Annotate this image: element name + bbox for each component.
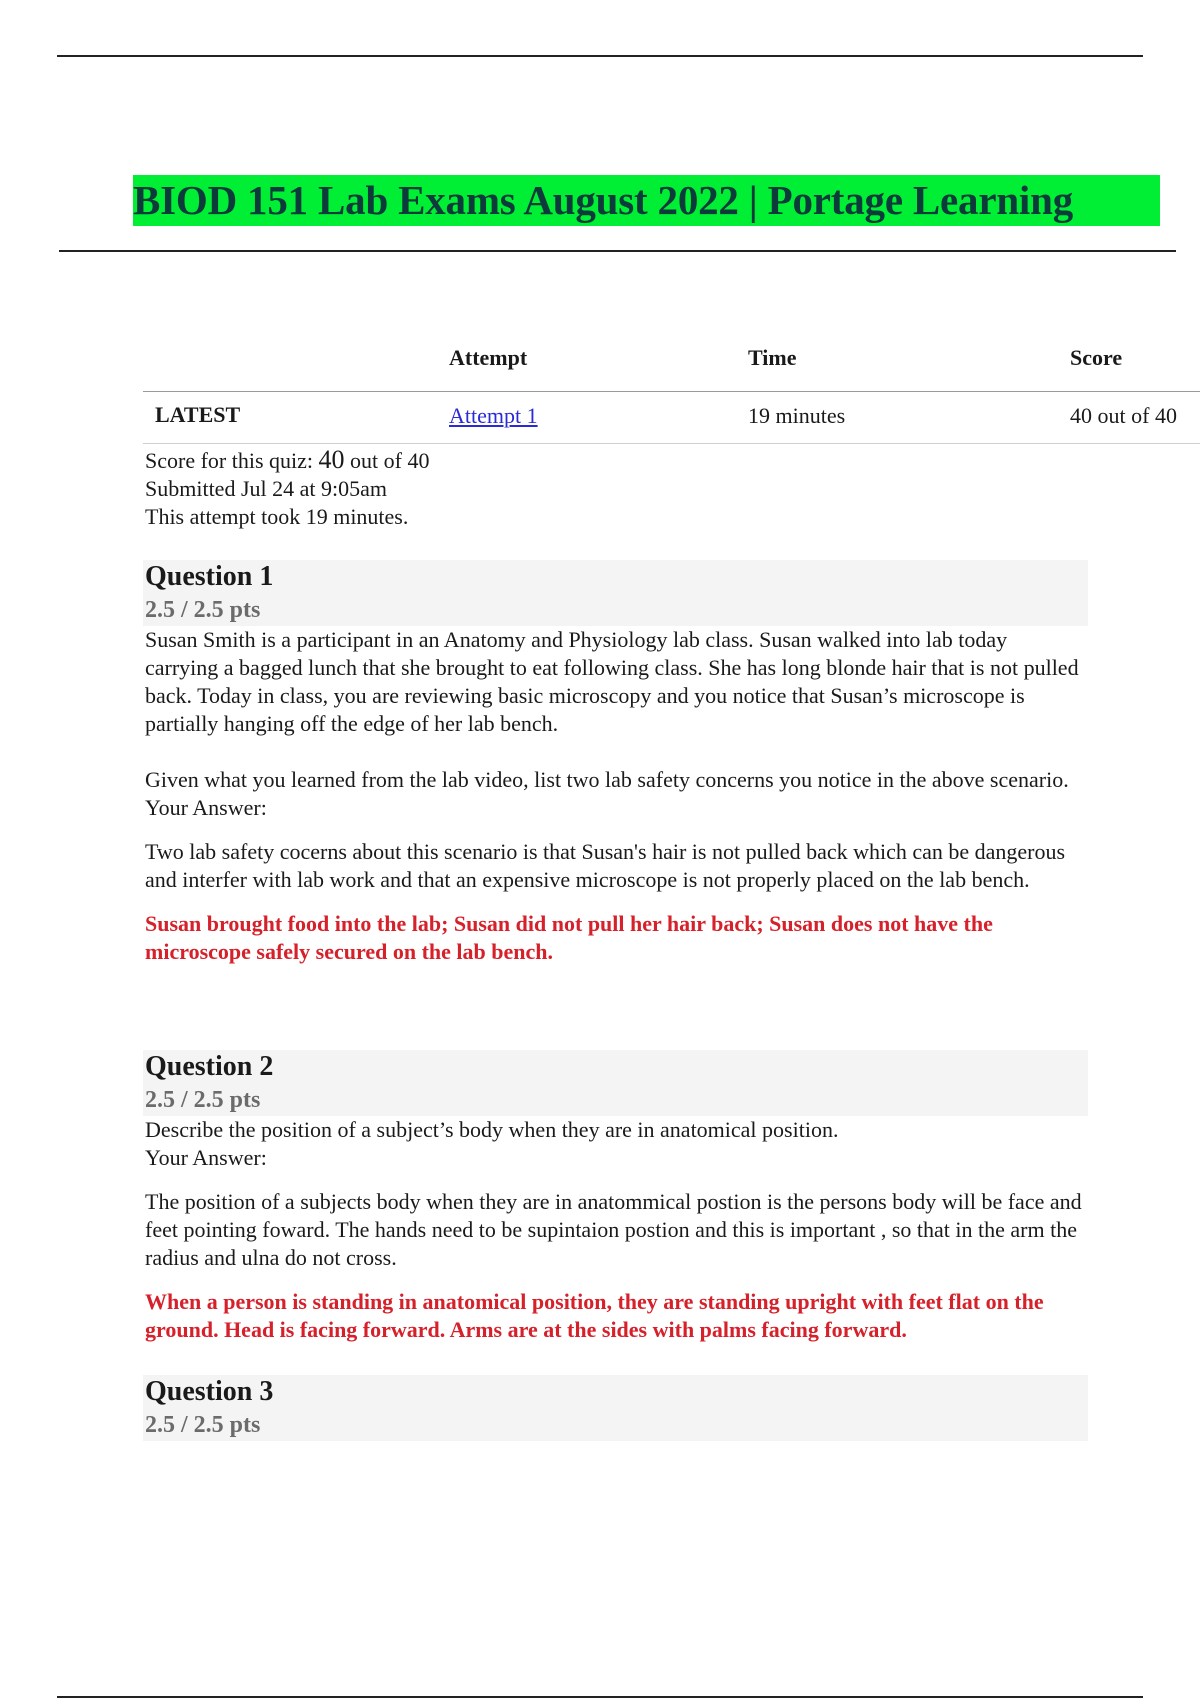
question-points: 2.5 / 2.5 pts [145, 1087, 261, 1113]
question-prompt: Describe the position of a subject’s body when they are in anatomical position. [145, 1117, 839, 1142]
attempt-link[interactable]: Attempt 1 [449, 403, 538, 428]
row-time-value: 19 minutes [748, 403, 846, 428]
question-instruction: Given what you learned from the lab video, list two lab safety concerns you notice in the above scenario. [145, 767, 1069, 792]
title-underline-rule [59, 250, 1176, 252]
question-title: Question 1 [145, 561, 274, 592]
question-title: Question 2 [145, 1051, 274, 1082]
page-title: BIOD 151 Lab Exams August 2022 | Portage Learning [133, 177, 1074, 223]
header-attempt: Attempt [449, 345, 528, 370]
your-answer-label: Your Answer: [145, 795, 267, 820]
question-points: 2.5 / 2.5 pts [145, 1412, 261, 1438]
top-rule [57, 55, 1143, 57]
bottom-rule [57, 1696, 1143, 1698]
student-answer: The position of a subjects body when they are in anatommical postion is the persons body will be face and feet pointing foward. The hands need to be supintaion postion and this is important , so that in the arm the radius and ulna do not cross. [145, 1189, 1082, 1270]
score-value: 40 [318, 445, 345, 474]
question-1 [145, 560, 1085, 966]
question-title: Question 3 [145, 1376, 274, 1407]
header-time: Time [748, 345, 797, 370]
student-answer: Two lab safety cocerns about this scenario is that Susan's hair is not pulled back which can be dangerous and interfer with lab work and that an expensive microscope is not properly placed on the lab bench. [145, 839, 1066, 892]
score-prefix: Score for this quiz: [145, 448, 319, 473]
question-3 [145, 1375, 1085, 1441]
row-latest-label: LATEST [155, 402, 241, 427]
your-answer-label: Your Answer: [145, 1145, 267, 1170]
correct-answer: Susan brought food into the lab; Susan did not pull her hair back; Susan does not have the microscope safely secured on the lab bench. [145, 911, 993, 964]
question-prompt: Susan Smith is a participant in an Anatomy and Physiology lab class. Susan walked into lab today carrying a bagged lunch that she brought to eat following class. She has long blonde hair that is not pulled back. Today in class, you are reviewing basic microscopy and you notice that Susan’s microscope is partially hanging off the edge of her lab bench. [145, 627, 1079, 736]
row-score-value: 40 out of 40 [1070, 403, 1177, 428]
header-score: Score [1070, 345, 1123, 370]
score-line [145, 446, 429, 475]
title-highlight [133, 175, 1160, 226]
correct-answer: When a person is standing in anatomical position, they are standing upright with feet flat on the ground. Head is facing forward. Arms are at the sides with palms facing forward. [145, 1289, 1044, 1342]
question-points: 2.5 / 2.5 pts [145, 597, 261, 623]
score-suffix: out of 40 [344, 448, 430, 473]
quiz-summary [145, 446, 429, 531]
table-header-divider [143, 391, 1200, 392]
submitted-line: Submitted Jul 24 at 9:05am [145, 476, 387, 501]
table-row-divider [143, 443, 1200, 444]
duration-line: This attempt took 19 minutes. [145, 504, 409, 529]
question-2 [145, 1050, 1085, 1344]
